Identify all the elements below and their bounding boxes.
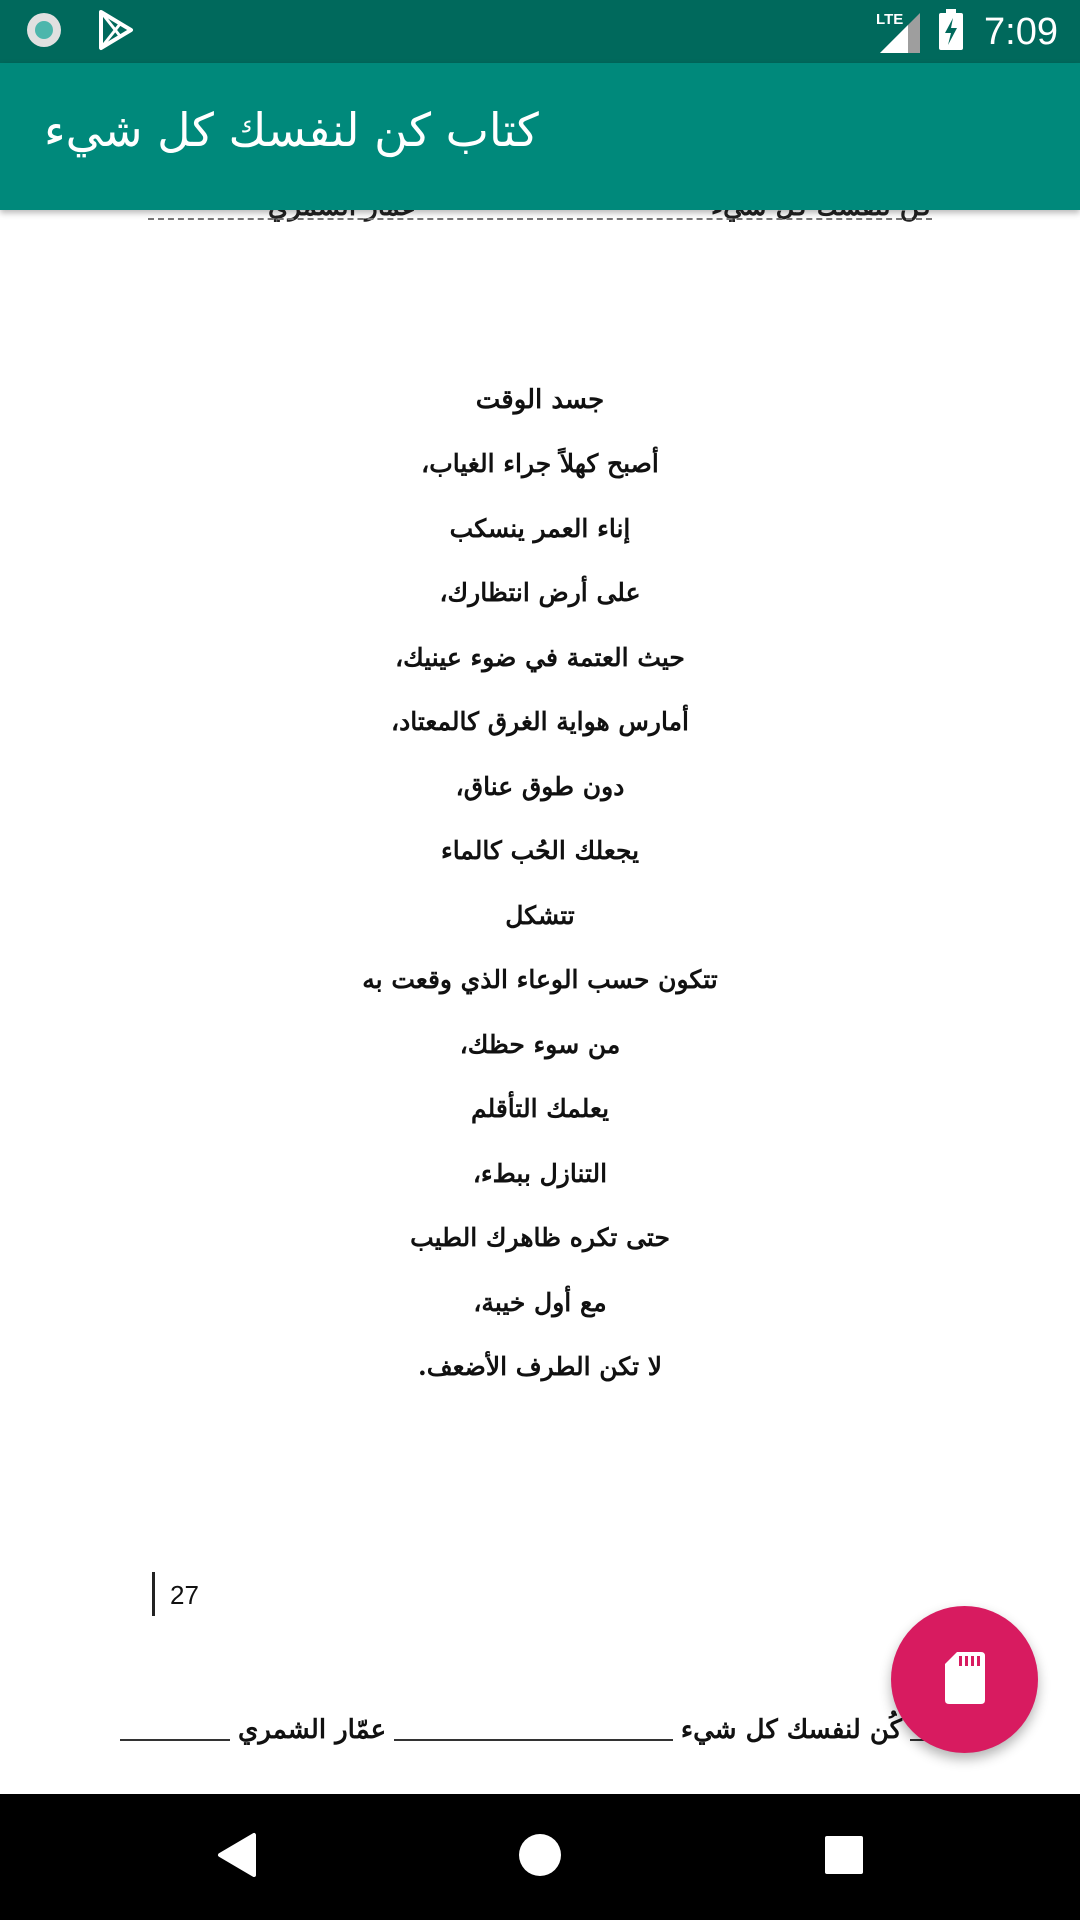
poem-line: حتى تكره ظاهرك الطيب xyxy=(410,1223,670,1252)
status-bar xyxy=(0,0,1080,63)
poem-title: جسد الوقت xyxy=(475,385,605,415)
poem-line: أصبح كهلاً جراء الغياب، xyxy=(421,449,659,478)
poem-line: من سوء حظك، xyxy=(459,1029,621,1059)
recents-button[interactable] xyxy=(811,1824,877,1890)
poem-line: تتكون حسب الوعاء الذي وقعت به xyxy=(362,965,718,994)
play-store-icon xyxy=(98,10,134,54)
footer-book-title: كُن لنفسك كل شيء xyxy=(673,1715,910,1745)
home-button[interactable] xyxy=(507,1824,573,1890)
navigation-bar xyxy=(0,1794,1080,1920)
poem-line: أمارس هواية الغرق كالمعتاد، xyxy=(391,707,689,736)
header-rule xyxy=(148,218,932,220)
page-footer xyxy=(120,1715,930,1755)
sd-card-icon xyxy=(945,1652,985,1708)
poem-line: إناء العمر ينسكب xyxy=(449,513,631,543)
poem-line: لا تكن الطرف الأضعف. xyxy=(417,1352,663,1381)
status-right-icons xyxy=(876,6,1058,58)
poem-line: التنازل ببطء، xyxy=(472,1158,608,1188)
home-icon xyxy=(517,1832,563,1882)
back-icon xyxy=(214,1831,258,1883)
status-left-icons xyxy=(24,10,134,54)
recents-icon xyxy=(823,1834,865,1880)
footer-author: عمّار الشمري xyxy=(230,1715,394,1745)
poem-line: يعلمك التأقلم xyxy=(470,1094,610,1123)
poem xyxy=(0,368,1080,1400)
clock: 7:09 xyxy=(984,10,1058,53)
book-page[interactable] xyxy=(0,210,1080,1794)
poem-line: حيث العتمة في ضوء عينيك، xyxy=(395,642,685,672)
record-icon xyxy=(24,10,64,54)
battery-charging-icon xyxy=(938,9,964,55)
page-number-divider xyxy=(152,1572,155,1616)
poem-line: على أرض انتظارك، xyxy=(439,578,641,607)
app-bar xyxy=(0,63,1080,210)
sd-card-fab[interactable] xyxy=(891,1606,1038,1753)
page-number: 27 xyxy=(170,1580,199,1610)
signal-icon xyxy=(876,9,924,55)
network-label: LTE xyxy=(876,11,904,28)
back-button[interactable] xyxy=(203,1824,269,1890)
poem-line: تتشكل xyxy=(505,900,575,930)
app-title: كتاب كن لنفسك كل شيء xyxy=(44,103,539,157)
poem-line: مع أول خيبة، xyxy=(473,1287,607,1317)
poem-line: يجعلك الحُب كالماء xyxy=(440,836,640,865)
poem-line: دون طوق عناق، xyxy=(455,771,625,801)
